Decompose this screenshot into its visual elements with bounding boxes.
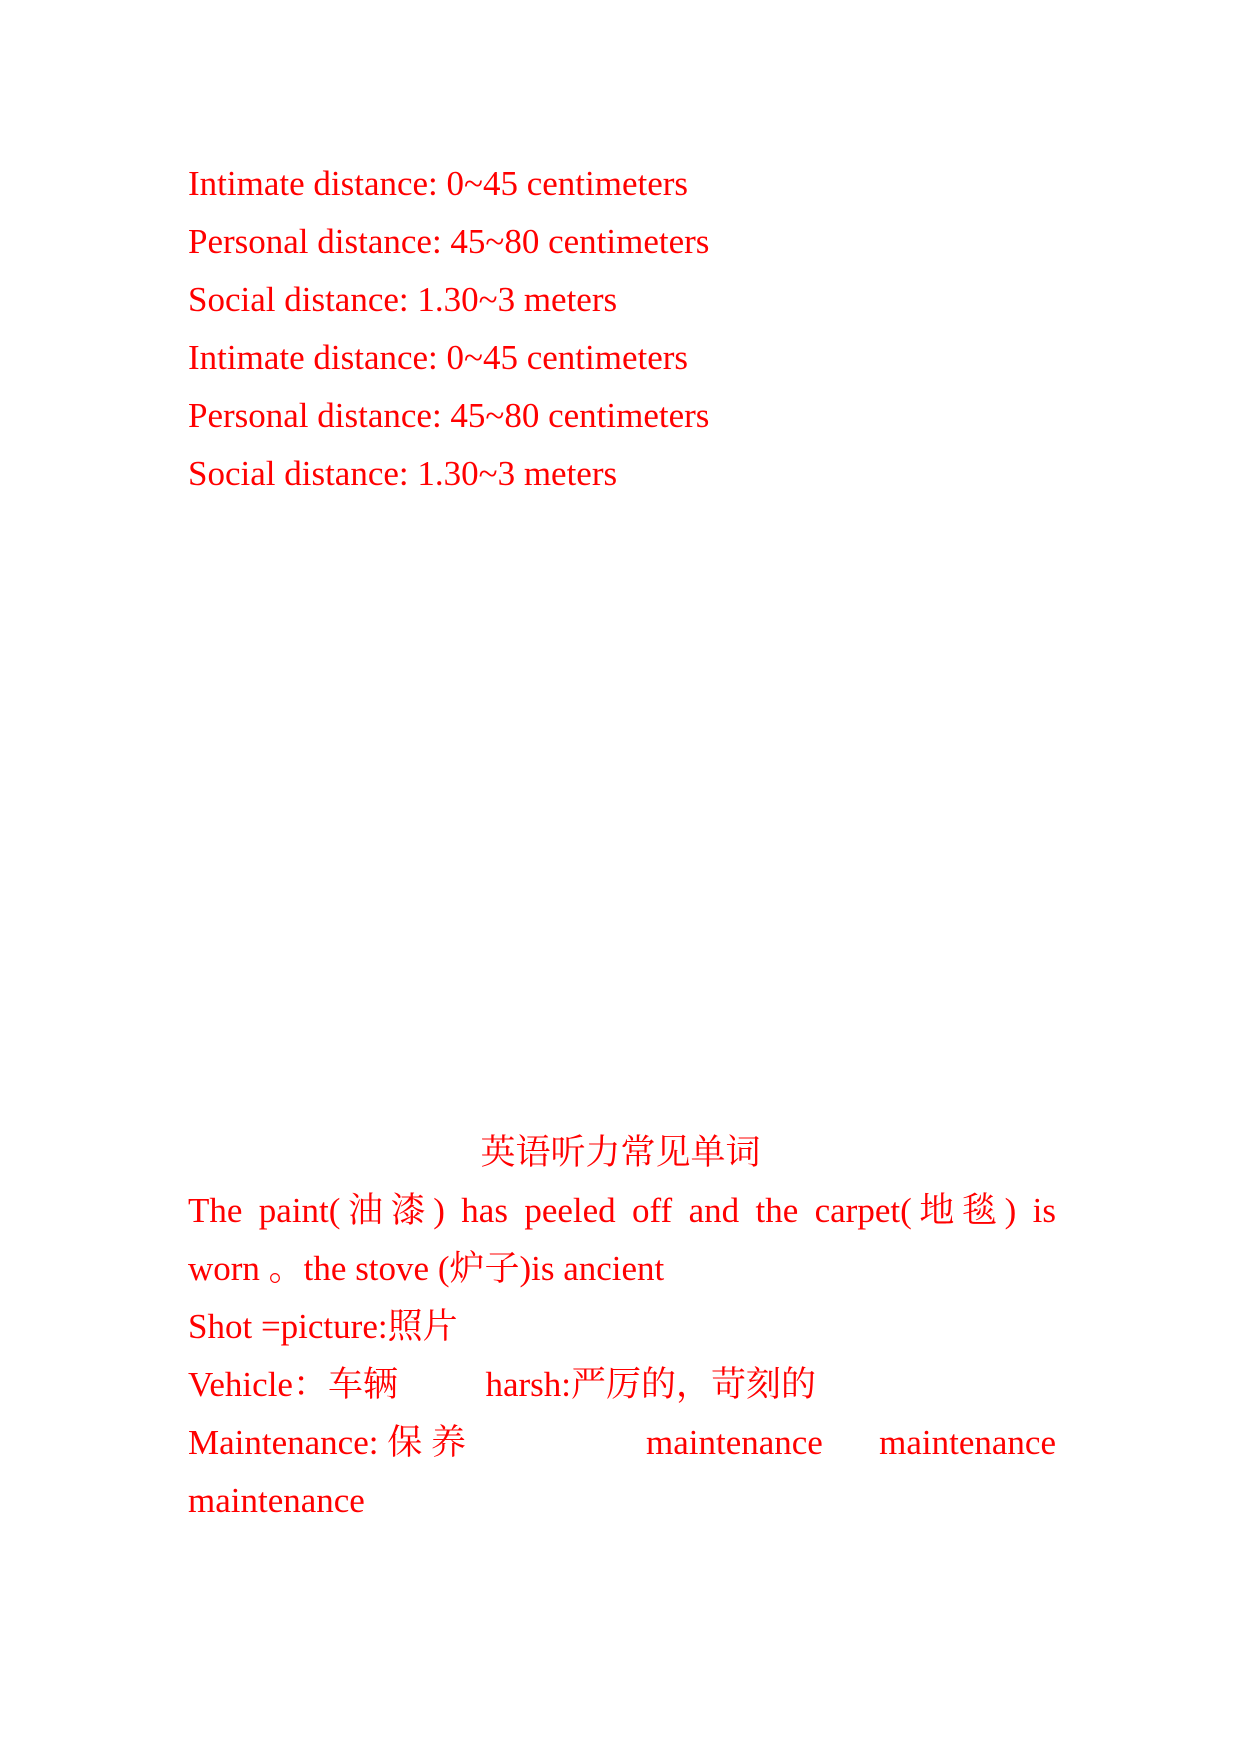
vocab-term: Maintenance: 保 养 bbox=[188, 1423, 466, 1462]
vocab-title: 英语听力常见单词 bbox=[480, 1133, 761, 1172]
vocab-entry bbox=[188, 1363, 816, 1407]
vocab-sentence-line: worn 。the stove (炉子)is ancient bbox=[188, 1249, 665, 1288]
vocab-entry bbox=[188, 1421, 1056, 1465]
vocab-term: harsh:严厉的，苛刻的 bbox=[485, 1365, 816, 1404]
vocab-repeat: maintenance bbox=[646, 1423, 823, 1462]
vocab-sentence-line: The paint(油漆) has peeled off and the carpet(地毯) is bbox=[188, 1191, 1056, 1230]
vocab-repeat: maintenance bbox=[879, 1423, 1056, 1462]
vocab-repeat: maintenance bbox=[188, 1481, 365, 1520]
vocab-entry: Shot =picture:照片 bbox=[188, 1307, 458, 1346]
distance-line: Social distance: 1.30~3 meters bbox=[188, 280, 618, 319]
distance-line: Intimate distance: 0~45 centimeters bbox=[188, 338, 689, 377]
distance-line: Personal distance: 45~80 centimeters bbox=[188, 396, 710, 435]
distance-line: Intimate distance: 0~45 centimeters bbox=[188, 164, 689, 203]
distance-line: Personal distance: 45~80 centimeters bbox=[188, 222, 710, 261]
vocab-term: Vehicle：车辆 bbox=[188, 1365, 398, 1404]
distance-line: Social distance: 1.30~3 meters bbox=[188, 454, 618, 493]
